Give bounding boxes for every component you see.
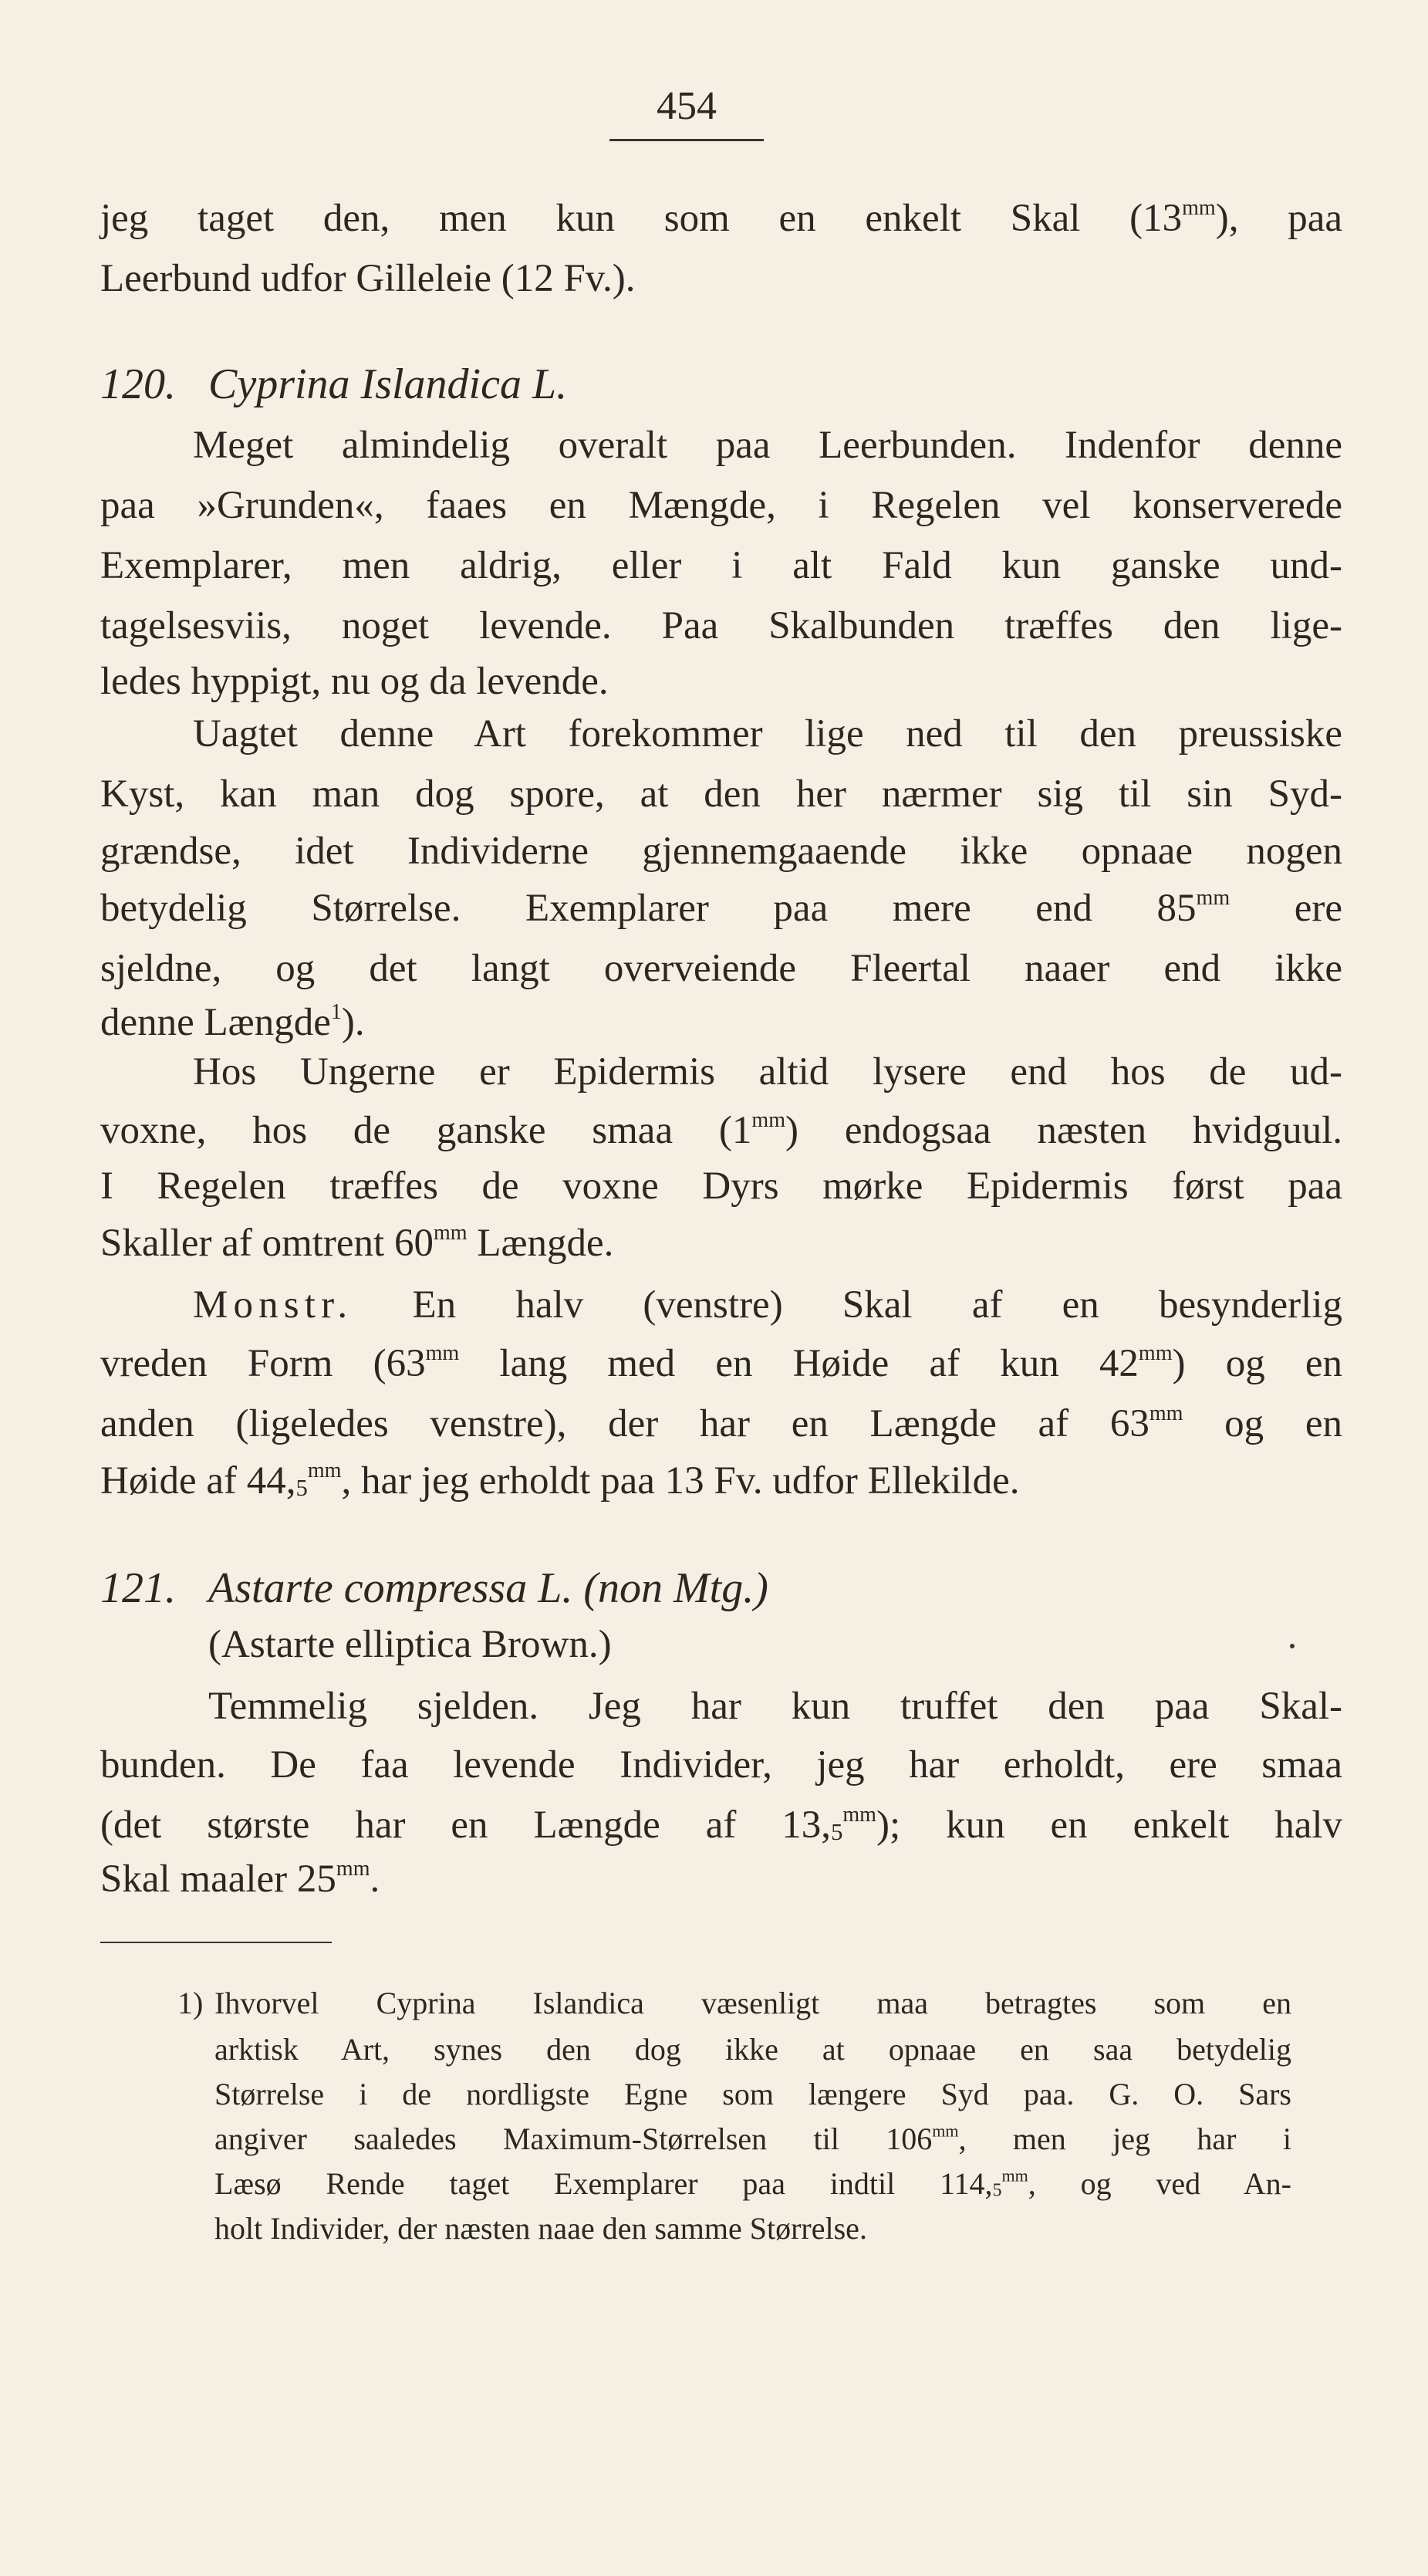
text-line: tagelsesviis, noget levende. Paa Skalbunden træffes den lige-	[100, 604, 1342, 647]
text-line: sjeldne, og det langt overveiende Fleertal naaer end ikke	[100, 947, 1342, 990]
section-heading-120: 120. Cyprina Islandica L.	[100, 360, 568, 408]
text-line: betydelig Størrelse. Exemplarer paa mere end $85^{mm}$ ere	[100, 885, 1342, 930]
text-line: Hos Ungerne er Epidermis altid lysere end hos de ud-	[193, 1050, 1342, 1094]
page-number: 454	[657, 84, 717, 128]
footnote-marker: 1)	[177, 1986, 204, 2020]
text-line: (det største har en Længde af $13,_5^{mm}$); kun en enkelt halv	[100, 1802, 1342, 1847]
text-line: Temmelig sjelden. Jeg har kun truffet den paa Skal-	[208, 1685, 1342, 1728]
text-line: jeg taget den, men kun som en enkelt Skal $(13^{mm})$, paa	[100, 195, 1342, 240]
text-line: Leerbund udfor Gilleleie (12 Fv.).	[100, 257, 636, 300]
text-line: Monstr. En halv (venstre) Skal af en besynderlig	[193, 1283, 1342, 1327]
text-line: paa »Grunden«, faaes en Mængde, i Regelen vel konserverede	[100, 484, 1342, 527]
footnote-line: 1) Ihvorvel Cyprina Islandica væsenligt maa betragtes som en	[177, 1986, 1291, 2020]
text-line: Meget almindelig overalt paa Leerbunden. Indenfor denne	[193, 424, 1342, 467]
footnote-line: arktisk Art, synes den dog ikke at opnaae en saa betydelig	[214, 2032, 1291, 2067]
footnote-line: Størrelse i de nordligste Egne som længere Syd paa. G. O. Sars	[214, 2077, 1291, 2111]
footnote-reference: 1	[330, 999, 342, 1024]
text-line: bunden. De faa levende Individer, jeg har erholdt, ere smaa	[100, 1743, 1342, 1787]
footnote-rule	[100, 1942, 332, 1943]
synonym-line: (Astarte elliptica Brown.)	[208, 1623, 612, 1666]
section-heading-121: 121. Astarte compressa L. (non Mtg.)	[100, 1564, 768, 1612]
text-line: grændse, idet Individerne gjennemgaaende ikke opnaae nogen	[100, 830, 1342, 873]
footnote-line: holt Individer, der næsten naae den samme Størrelse.	[214, 2211, 867, 2246]
text-line: Skaller af omtrent $60^{mm}$ Længde.	[100, 1220, 614, 1265]
page-number-rule	[609, 139, 764, 141]
text-line: Uagtet denne Art forekommer lige ned til den preussiske	[193, 712, 1342, 756]
text-line: Høide af $44,_5^{mm}$, har jeg erholdt paa 13 Fv. udfor Ellekilde.	[100, 1458, 1020, 1503]
monstr-label: Monstr.	[193, 1283, 353, 1327]
text-line: Exemplarer, men aldrig, eller i alt Fald kun ganske und-	[100, 544, 1342, 587]
text-line: vreden Form ($63^{mm}$ lang med en Høide af kun $42^{mm}$) og en	[100, 1340, 1342, 1385]
text-line: voxne, hos de ganske smaa $(1^{mm})$ endogsaa næsten hvidguul.	[100, 1107, 1343, 1152]
text-line: Kyst, kan man dog spore, at den her nærmer sig til sin Syd-	[100, 772, 1342, 816]
text-line: denne Længde$^1$).	[100, 999, 365, 1044]
footnote-line: angiver saaledes Maximum-Størrelsen til $106^{mm}$, men jeg har i	[214, 2121, 1291, 2156]
footnote-line: Læsø Rende taget Exemplarer paa indtil $114,_5^{mm}$, og ved An-	[214, 2165, 1291, 2201]
text-line: anden (ligeledes venstre), der har en Længde af $63^{mm}$ og en	[100, 1401, 1342, 1445]
text-line: Skal maaler $25^{mm}$.	[100, 1856, 380, 1901]
text-line: ledes hyppigt, nu og da levende.	[100, 660, 609, 703]
margin-dot	[1290, 1644, 1295, 1648]
text-line: I Regelen træffes de voxne Dyrs mørke Epidermis først paa	[100, 1165, 1342, 1208]
